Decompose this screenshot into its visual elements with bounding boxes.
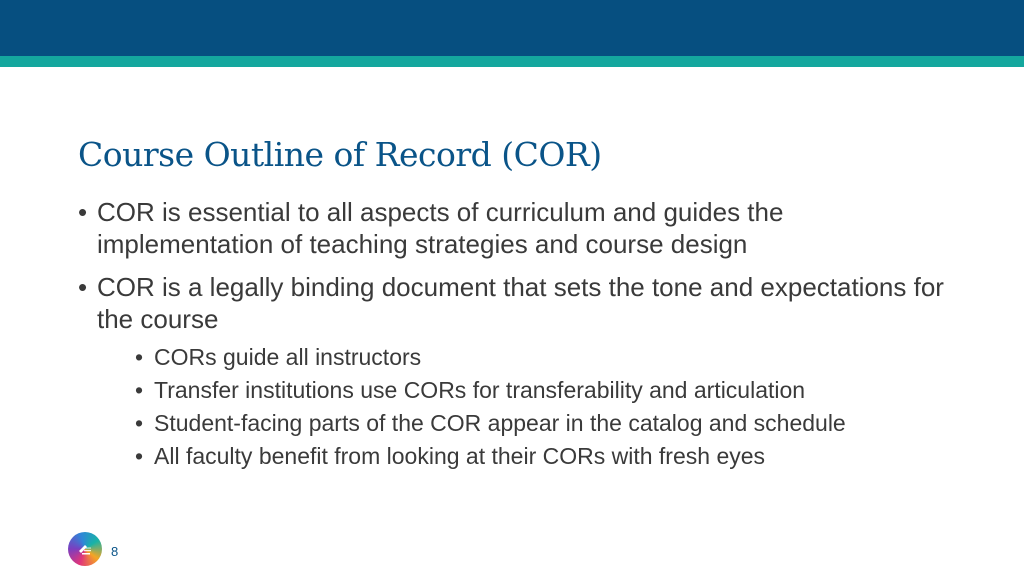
- bullet-item-text: COR is a legally binding document that sets the tone and expectations for the course: [97, 272, 944, 334]
- sub-bullet-item: • Student-facing parts of the COR appear in the catalog and schedule: [135, 407, 958, 440]
- bullet-item: [78, 271, 958, 473]
- organization-logo-icon: [68, 532, 102, 566]
- slide-title: Course Outline of Record (COR): [78, 135, 602, 174]
- sub-bullet-item: • All faculty benefit from looking at their CORs with fresh eyes: [135, 440, 958, 473]
- header-bar: [0, 0, 1024, 56]
- logo-mark-icon: [75, 539, 95, 559]
- bullet-list: [78, 196, 958, 484]
- bullet-item: • COR is essential to all aspects of curriculum and guides the implementation of teaching strategies and course design: [78, 196, 958, 260]
- accent-stripe: [0, 56, 1024, 67]
- page-number: 8: [111, 544, 119, 559]
- sub-bullet-list: [135, 341, 958, 473]
- sub-bullet-item: • Transfer institutions use CORs for transferability and articulation: [135, 374, 958, 407]
- sub-bullet-item: • CORs guide all instructors: [135, 341, 958, 374]
